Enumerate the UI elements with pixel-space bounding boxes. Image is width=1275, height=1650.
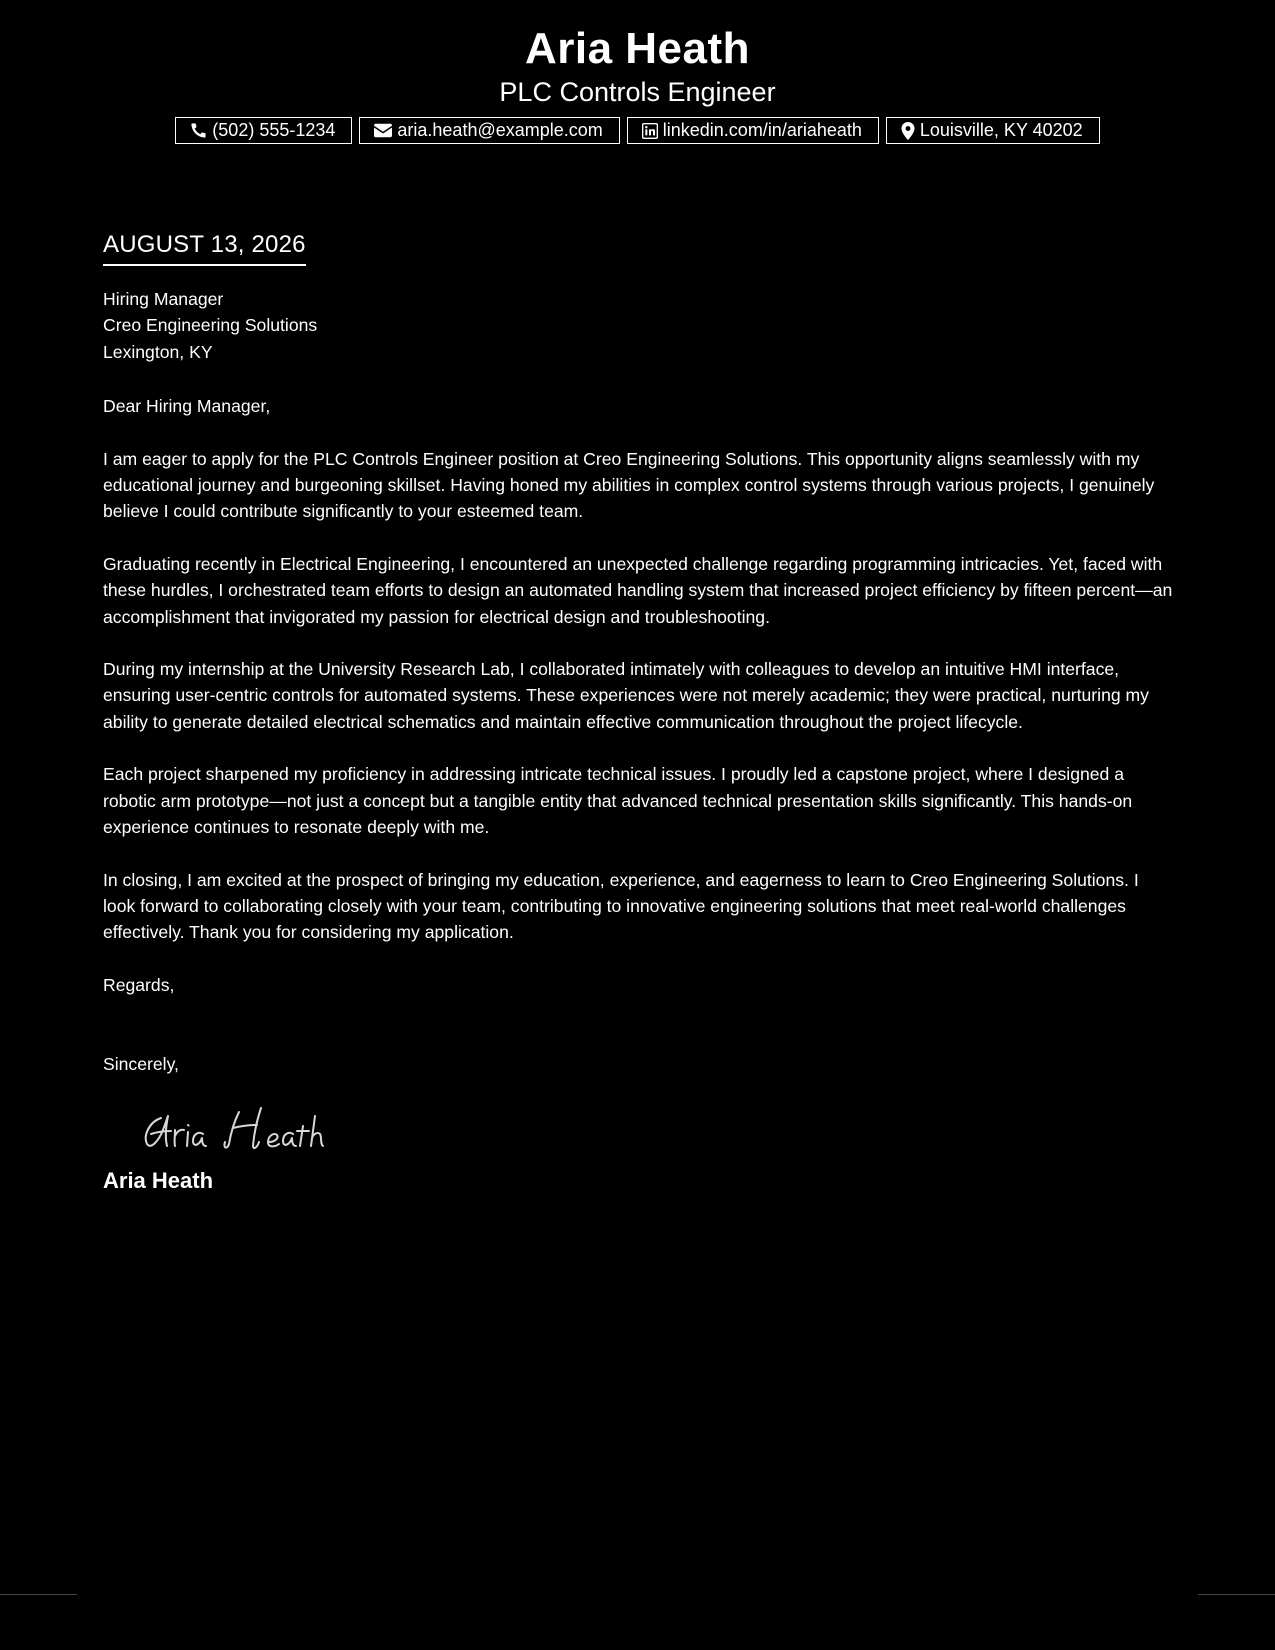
letter-header — [0, 22, 1275, 144]
paragraph-education: Graduating recently in Electrical Engineering, I encountered an unexpected challenge regarding programming intricacies. Yet, faced with these hurdles, I orchestrated team efforts to design an automated handling system that increased project efficiency by fifteen percent—an accomplishment that invigorated my passion for electrical design and troubleshooting. — [103, 553, 1173, 627]
letter-date: AUGUST 13, 2026 — [103, 230, 306, 266]
letter-body — [103, 230, 1173, 1194]
regards-line: Regards, — [103, 974, 175, 995]
applicant-role: PLC Controls Engineer — [499, 77, 776, 107]
linkedin-icon — [642, 123, 658, 139]
recipient-company: Creo Engineering Solutions — [103, 315, 318, 336]
footer-divider-right — [1198, 1594, 1275, 1595]
sincerely-line: Sincerely, — [103, 1054, 179, 1075]
contact-linkedin[interactable] — [627, 117, 879, 144]
contact-bar — [0, 117, 1275, 144]
salutation: Dear Hiring Manager, — [103, 396, 271, 417]
signed-name: Aria Heath — [103, 1167, 214, 1193]
contact-phone-text: (502) 555-1234 — [212, 120, 336, 140]
paragraph-closing: In closing, I am excited at the prospect of bringing my education, experience, and eagerness to learn to Creo Engineering Solutions. I look forward to collaborating closely with your team, contributing to innovative engineering solutions that meet real-world challenges effectively. Thank you for considering my application. — [103, 869, 1139, 943]
contact-email-text: aria.heath@example.com — [397, 120, 603, 140]
paragraph-intro: I am eager to apply for the PLC Controls Engineer position at Creo Engineering Solutions. This opportunity aligns seamlessly with my educational journey and burgeoning skillset. Having honed my abilities in complex control systems through various projects, I genuinely believe I could contribute significantly to your esteemed team. — [103, 448, 1155, 522]
contact-location-text: Louisville, KY 40202 — [919, 120, 1083, 140]
phone-icon — [190, 122, 207, 139]
recipient-block — [103, 286, 1173, 365]
recipient-title: Hiring Manager — [103, 289, 224, 309]
contact-phone[interactable] — [175, 117, 352, 144]
contact-email[interactable] — [359, 117, 619, 144]
contact-location[interactable] — [886, 117, 1100, 144]
handwritten-signature — [137, 1098, 1173, 1168]
applicant-name: Aria Heath — [524, 24, 751, 73]
contact-linkedin-text: linkedin.com/in/ariaheath — [662, 120, 862, 140]
paragraph-internship: During my internship at the University Research Lab, I collaborated intimately with colleagues to develop an intuitive HMI interface, ensuring user-centric controls for automated systems. These experiences were not merely academic; they were practical, nurturing my ability to generate detailed electrical schematics and maintain effective communication throughout the project lifecycle. — [103, 659, 1149, 732]
paragraph-projects: Each project sharpened my proficiency in addressing intricate technical issues. I proudly led a capstone project, where I designed a robotic arm prototype—not just a concept but a tangible entity that advanced technical presentation skills significantly. This hands-on experience continues to resonate deeply with me. — [103, 764, 1133, 838]
recipient-location: Lexington, KY — [103, 341, 213, 362]
location-pin-icon — [901, 122, 915, 140]
envelope-icon — [374, 123, 392, 138]
footer-divider-left — [0, 1594, 77, 1595]
